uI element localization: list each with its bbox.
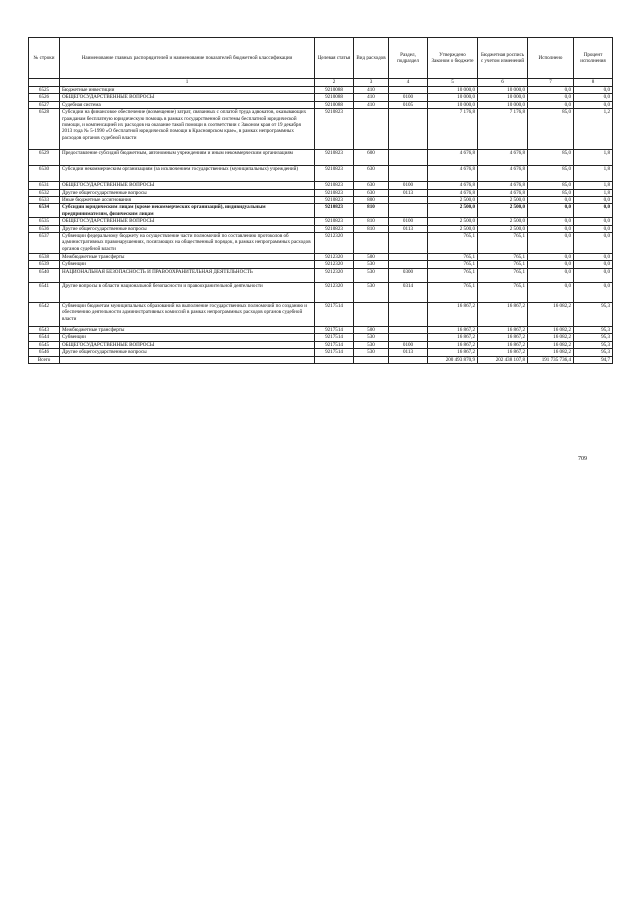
row-number: 6526 (29, 94, 60, 101)
row-executed: 85,0 (528, 189, 574, 196)
col-header-section: Раздел, подраздел (389, 38, 428, 79)
row-executed: 0,0 (528, 225, 574, 232)
row-expense-type: 630 (354, 182, 389, 189)
row-expense-type: 530 (354, 261, 389, 268)
row-section (389, 204, 428, 218)
row-expense-type: 530 (354, 334, 389, 341)
row-expense-type (354, 109, 389, 150)
row-name: Межбюджетные трансферты (60, 254, 315, 261)
row-approved: 10 000,0 (428, 94, 478, 101)
row-percent: 95,3 (574, 349, 613, 356)
row-budget-schedule: 16 867,2 (478, 349, 528, 356)
row-target-article: 9210823 (315, 218, 354, 225)
row-number: 6532 (29, 189, 60, 196)
row-executed: 0,0 (528, 261, 574, 268)
row-section: 0314 (389, 282, 428, 302)
row-expense-type: 530 (354, 282, 389, 302)
row-number: 6536 (29, 225, 60, 232)
col-number: 4 (389, 79, 428, 87)
row-budget-schedule: 4 676,8 (478, 189, 528, 196)
row-target-article: 9212320 (315, 261, 354, 268)
row-name: Субвенции (60, 334, 315, 341)
row-budget-schedule: 765,1 (478, 268, 528, 282)
row-expense-type (354, 356, 389, 363)
row-target-article: 9212320 (315, 233, 354, 254)
table-row (29, 326, 613, 333)
row-section (389, 254, 428, 261)
row-executed: 16 082,2 (528, 326, 574, 333)
row-section: 0300 (389, 268, 428, 282)
row-name: Судебная система (60, 101, 315, 108)
row-approved: 765,1 (428, 254, 478, 261)
row-number: 6537 (29, 233, 60, 254)
row-section: 0100 (389, 341, 428, 348)
row-name: ОБЩЕГОСУДАРСТВЕННЫЕ ВОПРОСЫ (60, 94, 315, 101)
row-budget-schedule: 16 867,2 (478, 326, 528, 333)
row-section (389, 166, 428, 182)
row-percent: 1,8 (574, 182, 613, 189)
row-section: 0100 (389, 94, 428, 101)
row-name: Межбюджетные трансферты (60, 326, 315, 333)
col-header-target-article: Целевая статья (315, 38, 354, 79)
row-number: 6527 (29, 101, 60, 108)
row-number: 6525 (29, 87, 60, 94)
row-section (389, 197, 428, 204)
row-number: 6544 (29, 334, 60, 341)
row-executed: 0,0 (528, 87, 574, 94)
table-body (29, 87, 613, 364)
row-target-article: 9210088 (315, 94, 354, 101)
row-expense-type: 530 (354, 341, 389, 348)
row-budget-schedule: 4 676,8 (478, 150, 528, 166)
table-row (29, 282, 613, 302)
row-approved: 4 676,8 (428, 166, 478, 182)
row-budget-schedule: 2 500,0 (478, 218, 528, 225)
row-percent: 0,0 (574, 225, 613, 232)
row-expense-type (354, 302, 389, 326)
row-target-article: 9210088 (315, 87, 354, 94)
table-row (29, 109, 613, 150)
row-expense-type (354, 233, 389, 254)
row-expense-type: 810 (354, 218, 389, 225)
row-section (389, 302, 428, 326)
table-row (29, 218, 613, 225)
row-section: 0113 (389, 189, 428, 196)
col-number: 7 (528, 79, 574, 87)
row-number: 6531 (29, 182, 60, 189)
col-number: 8 (574, 79, 613, 87)
table-row (29, 204, 613, 218)
row-approved: 16 867,2 (428, 302, 478, 326)
row-expense-type: 410 (354, 101, 389, 108)
row-expense-type: 530 (354, 349, 389, 356)
table-row (29, 197, 613, 204)
row-name: ОБЩЕГОСУДАРСТВЕННЫЕ ВОПРОСЫ (60, 182, 315, 189)
row-budget-schedule: 10 000,0 (478, 94, 528, 101)
row-number: 6533 (29, 197, 60, 204)
row-name: Субсидии юридическим лицам (кроме некоммерческих организаций), индивидуальным предпринимателям, физическим лицам (60, 204, 315, 218)
row-executed: 191 735 736,4 (528, 356, 574, 363)
row-approved: 2 500,0 (428, 197, 478, 204)
row-budget-schedule: 16 867,2 (478, 302, 528, 326)
row-target-article: 9210823 (315, 189, 354, 196)
row-expense-type: 500 (354, 254, 389, 261)
total-row (29, 356, 613, 363)
row-budget-schedule: 202 438 107,8 (478, 356, 528, 363)
row-name: НАЦИОНАЛЬНАЯ БЕЗОПАСНОСТЬ И ПРАВООХРАНИТЕЛЬНАЯ ДЕЯТЕЛЬНОСТЬ (60, 268, 315, 282)
row-number: 6541 (29, 282, 60, 302)
row-budget-schedule: 765,1 (478, 233, 528, 254)
row-approved: 200 493 870,9 (428, 356, 478, 363)
table-row (29, 94, 613, 101)
row-approved: 16 867,2 (428, 349, 478, 356)
row-approved: 4 676,8 (428, 182, 478, 189)
row-target-article: 9210823 (315, 109, 354, 150)
row-name: Иные бюджетные ассигнования (60, 197, 315, 204)
row-expense-type: 410 (354, 87, 389, 94)
row-percent: 0,0 (574, 261, 613, 268)
row-approved: 2 500,0 (428, 204, 478, 218)
table-row (29, 182, 613, 189)
row-percent: 95,3 (574, 326, 613, 333)
row-section (389, 261, 428, 268)
row-number: 6546 (29, 349, 60, 356)
row-name: Субвенции (60, 261, 315, 268)
row-approved: 765,1 (428, 261, 478, 268)
row-budget-schedule: 765,1 (478, 261, 528, 268)
row-expense-type: 810 (354, 225, 389, 232)
row-expense-type: 410 (354, 94, 389, 101)
row-name: Другие вопросы в области национальной безопасности и правоохранительной деятельности (60, 282, 315, 302)
row-approved: 765,1 (428, 268, 478, 282)
row-executed: 85,0 (528, 166, 574, 182)
row-name (60, 356, 315, 363)
row-expense-type: 530 (354, 268, 389, 282)
row-name: ОБЩЕГОСУДАРСТВЕННЫЕ ВОПРОСЫ (60, 341, 315, 348)
row-section (389, 334, 428, 341)
table-row (29, 189, 613, 196)
row-section (389, 150, 428, 166)
row-target-article: 9210823 (315, 204, 354, 218)
row-approved: 765,1 (428, 233, 478, 254)
table-row (29, 341, 613, 348)
row-percent: 0,0 (574, 282, 613, 302)
row-expense-type: 500 (354, 326, 389, 333)
table-row (29, 101, 613, 108)
row-approved: 765,1 (428, 282, 478, 302)
row-percent: 0,0 (574, 197, 613, 204)
row-target-article: 9212320 (315, 254, 354, 261)
row-expense-type: 810 (354, 204, 389, 218)
row-percent: 0,0 (574, 233, 613, 254)
col-header-budget-schedule: Бюджетная роспись с учетом изменений (478, 38, 528, 79)
row-budget-schedule: 10 000,0 (478, 87, 528, 94)
row-executed: 0,0 (528, 197, 574, 204)
row-percent: 94,7 (574, 356, 613, 363)
table-row (29, 150, 613, 166)
row-name: Другие общегосударственные вопросы (60, 225, 315, 232)
row-section: 0113 (389, 349, 428, 356)
col-number: 5 (428, 79, 478, 87)
table-row (29, 254, 613, 261)
row-percent: 0,0 (574, 87, 613, 94)
row-target-article: 9217514 (315, 334, 354, 341)
row-executed: 0,0 (528, 218, 574, 225)
row-target-article: 9217514 (315, 302, 354, 326)
budget-table (28, 37, 613, 364)
row-name: Субвенции федеральному бюджету на осуществление части полномочий по составлению протоколов об административных правонарушениях, посягающих на общественный порядок, в рамках непрограммных расходов органов судебной власти (60, 233, 315, 254)
row-executed: 16 082,2 (528, 349, 574, 356)
row-number: 6534 (29, 204, 60, 218)
row-approved: 10 000,0 (428, 87, 478, 94)
row-approved: 7 176,8 (428, 109, 478, 150)
col-number: 1 (60, 79, 315, 87)
row-percent: 0,0 (574, 254, 613, 261)
col-header-expense-type: Вид расходов (354, 38, 389, 79)
col-number: 2 (315, 79, 354, 87)
row-executed: 0,0 (528, 282, 574, 302)
row-number: 6529 (29, 150, 60, 166)
row-budget-schedule: 2 500,0 (478, 204, 528, 218)
row-section (389, 326, 428, 333)
row-executed: 0,0 (528, 204, 574, 218)
row-budget-schedule: 10 000,0 (478, 101, 528, 108)
row-name: Другие общегосударственные вопросы (60, 349, 315, 356)
row-approved: 4 676,8 (428, 189, 478, 196)
table-row (29, 268, 613, 282)
row-target-article: 9210823 (315, 166, 354, 182)
row-budget-schedule: 7 176,8 (478, 109, 528, 150)
row-target-article: 9217514 (315, 349, 354, 356)
row-approved: 2 500,0 (428, 218, 478, 225)
table-row (29, 233, 613, 254)
row-number: 6535 (29, 218, 60, 225)
row-expense-type: 600 (354, 150, 389, 166)
row-expense-type: 800 (354, 197, 389, 204)
row-percent: 1,8 (574, 150, 613, 166)
row-number: Всего (29, 356, 60, 363)
row-percent: 1,2 (574, 109, 613, 150)
row-target-article: 9217514 (315, 326, 354, 333)
col-header-executed: Исполнено (528, 38, 574, 79)
col-header-name: Наименование главных распорядителей и наименование показателей бюджетной классификации (60, 38, 315, 79)
row-executed: 16 082,2 (528, 341, 574, 348)
row-number: 6538 (29, 254, 60, 261)
table-row (29, 302, 613, 326)
row-percent: 1,8 (574, 189, 613, 196)
row-section: 0113 (389, 225, 428, 232)
row-target-article (315, 356, 354, 363)
row-name: Предоставление субсидий бюджетным, автономным учреждениям и иным некоммерческим организациям (60, 150, 315, 166)
row-name: Субвенции бюджетам муниципальных образований на выполнение государственных полномочий по созданию и обеспечению деятельности административных комиссий в рамках непрограммных расходов органов судебной власти (60, 302, 315, 326)
col-number: 3 (354, 79, 389, 87)
row-section: 0105 (389, 101, 428, 108)
header-row (29, 38, 613, 79)
row-target-article: 9212320 (315, 268, 354, 282)
row-approved: 10 000,0 (428, 101, 478, 108)
row-executed: 85,0 (528, 182, 574, 189)
row-budget-schedule: 4 676,8 (478, 182, 528, 189)
row-executed: 0,0 (528, 233, 574, 254)
row-section (389, 233, 428, 254)
row-percent: 0,0 (574, 218, 613, 225)
row-budget-schedule: 2 500,0 (478, 197, 528, 204)
row-target-article: 9210088 (315, 101, 354, 108)
row-executed: 85,0 (528, 109, 574, 150)
row-budget-schedule: 765,1 (478, 254, 528, 261)
row-name: Бюджетные инвестиции (60, 87, 315, 94)
row-name: Субсидии некоммерческим организациям (за исключением государственных (муниципальных) учреждений) (60, 166, 315, 182)
row-number: 6545 (29, 341, 60, 348)
table-row (29, 334, 613, 341)
row-target-article: 9210823 (315, 182, 354, 189)
row-section (389, 356, 428, 363)
row-budget-schedule: 765,1 (478, 282, 528, 302)
col-number (29, 79, 60, 87)
row-target-article: 9212320 (315, 282, 354, 302)
row-approved: 16 867,2 (428, 326, 478, 333)
row-number: 6528 (29, 109, 60, 150)
row-percent: 0,0 (574, 268, 613, 282)
row-percent: 95,3 (574, 302, 613, 326)
row-budget-schedule: 2 500,0 (478, 225, 528, 232)
row-approved: 2 500,0 (428, 225, 478, 232)
row-executed: 0,0 (528, 94, 574, 101)
row-approved: 16 867,2 (428, 334, 478, 341)
row-executed: 85,0 (528, 150, 574, 166)
row-number: 6530 (29, 166, 60, 182)
row-executed: 0,0 (528, 254, 574, 261)
row-percent: 0,0 (574, 94, 613, 101)
row-target-article: 9217514 (315, 341, 354, 348)
row-section (389, 87, 428, 94)
row-executed: 16 082,2 (528, 334, 574, 341)
row-approved: 4 676,8 (428, 150, 478, 166)
row-expense-type: 630 (354, 166, 389, 182)
row-target-article: 9210823 (315, 225, 354, 232)
column-number-row (29, 79, 613, 87)
row-percent: 95,3 (574, 334, 613, 341)
row-section (389, 109, 428, 150)
col-header-percent: Процент исполнения (574, 38, 613, 79)
row-budget-schedule: 16 867,2 (478, 334, 528, 341)
row-name: Другие общегосударственные вопросы (60, 189, 315, 196)
table-row (29, 166, 613, 182)
row-budget-schedule: 4 676,8 (478, 166, 528, 182)
row-number: 6543 (29, 326, 60, 333)
row-section: 0100 (389, 182, 428, 189)
row-executed: 16 082,2 (528, 302, 574, 326)
row-approved: 16 867,2 (428, 341, 478, 348)
page-number: 709 (578, 456, 587, 462)
row-percent: 0,0 (574, 204, 613, 218)
row-percent: 0,0 (574, 101, 613, 108)
row-name: Субсидии на финансовое обеспечение (возмещение) затрат, связанных с оплатой труда адвокатов, оказывающих гражданам бесплатную юридическую помощь в рамках государственной системы бесплатной юридической помощи, и компенсацией их расходов на оказание такой помощи в соответствии с Законом края от 19 декабря 2013 года № 5-1990 «О бесплатной юридической помощи в Красноярском крае», в рамках непрограммных расходов органов судебной власти (60, 109, 315, 150)
row-number: 6542 (29, 302, 60, 326)
row-expense-type: 630 (354, 189, 389, 196)
col-header-approved: Утверждено Законом о бюджете (428, 38, 478, 79)
table-row (29, 261, 613, 268)
row-name: ОБЩЕГОСУДАРСТВЕННЫЕ ВОПРОСЫ (60, 218, 315, 225)
table-row (29, 349, 613, 356)
row-number: 6539 (29, 261, 60, 268)
row-number: 6540 (29, 268, 60, 282)
row-percent: 95,3 (574, 341, 613, 348)
row-target-article: 9210823 (315, 150, 354, 166)
row-budget-schedule: 16 867,2 (478, 341, 528, 348)
row-target-article: 9210823 (315, 197, 354, 204)
row-section: 0100 (389, 218, 428, 225)
row-percent: 1,8 (574, 166, 613, 182)
col-number: 6 (478, 79, 528, 87)
col-header-row-number: № строки (29, 38, 60, 79)
row-executed: 0,0 (528, 268, 574, 282)
table-row (29, 87, 613, 94)
table-row (29, 225, 613, 232)
row-executed: 0,0 (528, 101, 574, 108)
